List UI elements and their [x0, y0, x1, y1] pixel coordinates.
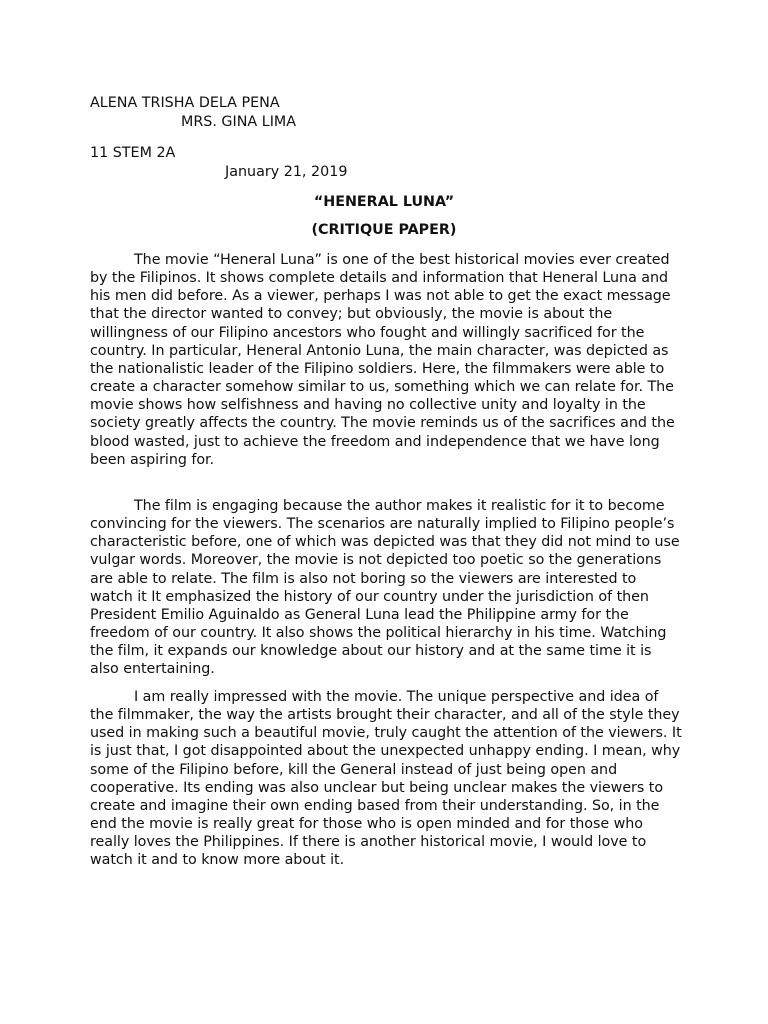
- body-paragraph-2: The film is engaging because the author makes it realistic for it to become convincing for the viewers. The scenarios are naturally implied to Filipino people’s characteristic before, one of which was depicted was that they did not mind to use vulgar words. Moreover, the movie is not depicted too poetic so the generations are able to relate. The film is also not boring so the viewers are interested to watch it It emphasized the history of our country under the jurisdiction of then President Emilio Aguinaldo as General Luna lead the Philippine army for the freedom of our country. It also shows the political hierarchy in his time. Watching the film, it expands our knowledge about our history and at the same time it is also entertaining.: [90, 498, 680, 678]
- document-date: January 21, 2019: [225, 164, 348, 180]
- student-name: ALENA TRISHA DELA PENA: [90, 95, 280, 111]
- document-subtitle: (CRITIQUE PAPER): [311, 222, 457, 238]
- teacher-name: MRS. GINA LIMA: [181, 114, 297, 130]
- document-title: “HENERAL LUNA”: [313, 194, 455, 210]
- class-section: 11 STEM 2A: [90, 145, 176, 161]
- body-paragraph-1: The movie “Heneral Luna” is one of the best historical movies ever created by the Filipinos. It shows complete details and information that Heneral Luna and his men did before. As a viewer, perhaps I was not able to get the exact message that the director wanted to convey; but obviously, the movie is about the willingness of our Filipino ancestors who fought and willingly sacrificed for the country. In particular, Heneral Antonio Luna, the main character, was depicted as the nationalistic leader of the Filipino soldiers. Here, the filmmakers were able to create a character somehow similar to us, something which we can relate for. The movie shows how selfishness and having no collective unity and loyalty in the society greatly affects the country. The movie reminds us of the sacrifices and the blood wasted, just to achieve the freedom and independence that we have long been aspiring for.: [90, 252, 675, 468]
- body-paragraph-3: I am really impressed with the movie. The unique perspective and idea of the filmmaker, the way the artists brought their character, and all of the style they used in making such a beautiful movie, truly caught the attention of the viewers. It is just that, I got disappointed about the unexpected unhappy ending. I mean, why some of the Filipino before, kill the General instead of just being open and cooperative. Its ending was also unclear but being unclear makes the viewers to create and imagine their own ending based from their understanding. So, in the end the movie is really great for those who is open minded and for those who really loves the Philippines. If there is another historical movie, I would love to watch it and to know more about it.: [90, 689, 682, 869]
